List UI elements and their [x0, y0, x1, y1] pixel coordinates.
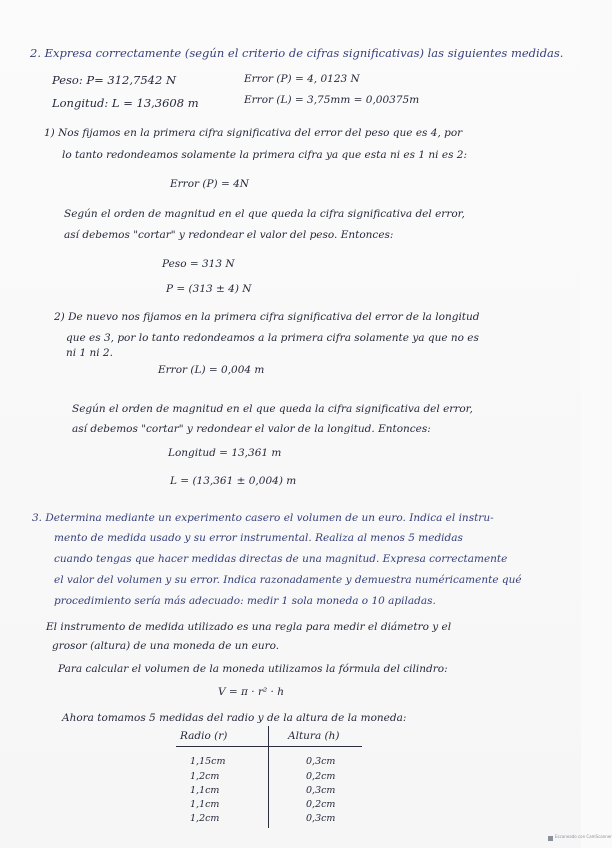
- s2-line3: ni 1 ni 2.: [66, 347, 113, 359]
- table-cell-radio: 1,1cm: [190, 799, 220, 810]
- q3-answer3: Para calcular el volumen de la moneda utilizamos la fórmula del cilindro:: [58, 663, 448, 675]
- q3-line3: cuando tengas que hacer medidas directas de una magnitud. Expresa correctamente: [54, 553, 508, 565]
- s1-line1: 1) Nos fijamos en la primera cifra significativa del error del peso que es 4, por: [44, 127, 463, 139]
- q3-formula: V = π · r² · h: [218, 686, 284, 698]
- table-cell-radio: 1,2cm: [190, 771, 220, 782]
- table-cell-radio: 1,15cm: [190, 756, 226, 767]
- q2-longitud: Longitud: L = 13,3608 m: [52, 96, 199, 110]
- table-cell-radio: 1,1cm: [190, 785, 220, 796]
- s1-result: P = (313 ± 4) N: [166, 283, 252, 295]
- s2-longitud: Longitud = 13,361 m: [168, 447, 282, 459]
- s2-line4: Según el orden de magnitud en el que queda la cifra significativa del error,: [72, 403, 473, 415]
- s2-line1: 2) De nuevo nos fijamos en la primera cifra significativa del error de la longitud: [54, 311, 480, 323]
- table-header-radio: Radio (r): [180, 730, 228, 742]
- q3-line4: el valor del volumen y su error. Indica razonadamente y demuestra numéricamente qué: [54, 574, 522, 586]
- s1-line2: lo tanto redondeamos solamente la primera cifra ya que esta ni es 1 ni es 2:: [62, 149, 468, 161]
- table-cell-altura: 0,3cm: [306, 785, 336, 796]
- table-cell-radio: 1,2cm: [190, 813, 220, 824]
- q3-answer4: Ahora tomamos 5 medidas del radio y de la altura de la moneda:: [62, 712, 407, 724]
- table-cell-altura: 0,2cm: [306, 771, 336, 782]
- s1-peso: Peso = 313 N: [162, 258, 235, 270]
- table-cell-altura: 0,3cm: [306, 813, 336, 824]
- q3-answer1: El instrumento de medida utilizado es una regla para medir el diámetro y el: [46, 621, 452, 633]
- q3-line1: 3. Determina mediante un experimento casero el volumen de un euro. Indica el instru-: [32, 512, 494, 524]
- q2-peso: Peso: P= 312,7542 N: [52, 73, 177, 87]
- q3-line2: mento de medida usado y su error instrumental. Realiza al menos 5 medidas: [54, 532, 463, 544]
- s2-error: Error (L) = 0,004 m: [158, 364, 265, 376]
- table-column-divider: [268, 726, 269, 828]
- q2-statement: 2. Expresa correctamente (según el criterio de cifras significativas) las siguientes medidas.: [30, 46, 564, 60]
- q3-line5: procedimiento sería más adecuado: medir 1 sola moneda o 10 apiladas.: [54, 595, 436, 607]
- measurements-table: [172, 726, 372, 828]
- camscanner-label: Escaneado con CamScanner: [555, 834, 612, 839]
- q2-error-longitud: Error (L) = 3,75mm = 0,00375m: [244, 94, 420, 106]
- s1-line4: así debemos "cortar" y redondear el valor del peso. Entonces:: [64, 229, 394, 241]
- s2-result: L = (13,361 ± 0,004) m: [170, 475, 297, 487]
- s1-error: Error (P) = 4N: [170, 178, 249, 190]
- camscanner-logo: [548, 834, 612, 844]
- table-header-divider: [176, 746, 362, 747]
- table-header-altura: Altura (h): [288, 730, 340, 742]
- s2-line5: así debemos "cortar" y redondear el valor de la longitud. Entonces:: [72, 423, 431, 435]
- q2-error-peso: Error (P) = 4, 0123 N: [244, 73, 360, 85]
- table-cell-altura: 0,2cm: [306, 799, 336, 810]
- s1-line3: Según el orden de magnitud en el que queda la cifra significativa del error,: [64, 208, 465, 220]
- table-cell-altura: 0,3cm: [306, 756, 336, 767]
- camscanner-icon: [548, 836, 553, 841]
- q3-answer2: grosor (altura) de una moneda de un euro.: [52, 640, 280, 652]
- s2-line2: que es 3, por lo tanto redondeamos a la primera cifra solamente ya que no es: [66, 332, 479, 344]
